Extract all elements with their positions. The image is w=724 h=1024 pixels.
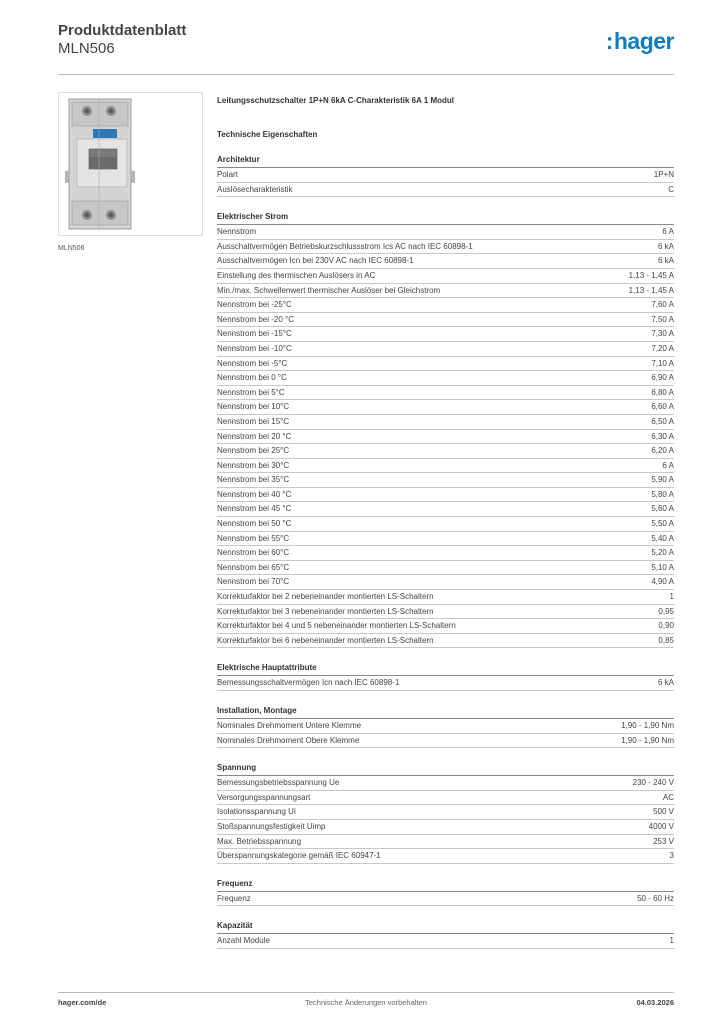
spec-value: 6 kA bbox=[657, 678, 674, 688]
section-title: Elektrischer Strom bbox=[217, 212, 674, 225]
spec-row bbox=[217, 517, 674, 532]
section-title: Elektrische Hauptattribute bbox=[217, 663, 674, 676]
product-code: MLN506 bbox=[58, 40, 115, 57]
spec-section bbox=[217, 155, 674, 197]
spec-row bbox=[217, 183, 674, 198]
spec-value: 0,90 bbox=[658, 621, 674, 631]
spec-label: Nennstrom bei -5°C bbox=[217, 358, 288, 368]
spec-value: 7,60 A bbox=[651, 300, 674, 310]
spec-row bbox=[217, 734, 674, 749]
spec-label: Versorgungsspannungsart bbox=[217, 792, 311, 802]
spec-value: 6,50 A bbox=[651, 416, 674, 426]
spec-value: 7,30 A bbox=[651, 329, 674, 339]
datasheet-content bbox=[217, 96, 674, 949]
spec-row bbox=[217, 269, 674, 284]
spec-value: 7,10 A bbox=[651, 358, 674, 368]
spec-row bbox=[217, 546, 674, 561]
spec-label: Nennstrom bei -10°C bbox=[217, 343, 292, 353]
section-title: Spannung bbox=[217, 763, 674, 776]
spec-value: 4,90 A bbox=[651, 577, 674, 587]
spec-row bbox=[217, 444, 674, 459]
spec-row bbox=[217, 225, 674, 240]
spec-label: Korrekturfaktor bei 2 nebeneinander montierten LS-Schaltern bbox=[217, 592, 434, 602]
spec-value: 1,90 - 1,90 Nm bbox=[621, 721, 674, 730]
spec-label: Nennstrom bei 35°C bbox=[217, 475, 290, 485]
spec-row bbox=[217, 386, 674, 401]
spec-row bbox=[217, 634, 674, 649]
spec-row bbox=[217, 284, 674, 299]
logo-dots-icon: : bbox=[605, 28, 613, 54]
spec-value: 5,60 A bbox=[651, 504, 674, 514]
spec-value: 6,80 A bbox=[651, 387, 674, 397]
spec-row bbox=[217, 575, 674, 590]
spec-label: Ausschaltvermögen Betriebskurzschlussstrom Ics AC nach IEC 60898-1 bbox=[217, 241, 473, 251]
spec-row bbox=[217, 254, 674, 269]
spec-value: 1,13 - 1,45 A bbox=[628, 285, 674, 295]
spec-label: Bemessungsschaltvermögen Icn nach IEC 60898-1 bbox=[217, 678, 400, 688]
spec-label: Korrekturfaktor bei 4 und 5 nebeneinander montierten LS-Schaltern bbox=[217, 621, 456, 631]
spec-section bbox=[217, 763, 674, 864]
spec-section bbox=[217, 212, 674, 648]
spec-value: 1,13 - 1,45 A bbox=[628, 270, 674, 280]
footer-website: hager.com/de bbox=[58, 998, 107, 1007]
spec-row bbox=[217, 892, 674, 907]
spec-row bbox=[217, 561, 674, 576]
spec-value: 6 A bbox=[662, 227, 674, 237]
spec-label: Nennstrom bei 25°C bbox=[217, 446, 290, 456]
spec-row bbox=[217, 502, 674, 517]
spec-row bbox=[217, 488, 674, 503]
spec-label: Bemessungsbetriebsspannung Ue bbox=[217, 778, 340, 788]
spec-label: Anzahl Module bbox=[217, 936, 270, 946]
spec-value: 50 - 60 Hz bbox=[637, 893, 674, 903]
spec-label: Nennstrom bei 0 °C bbox=[217, 373, 287, 383]
spec-row bbox=[217, 415, 674, 430]
spec-row bbox=[217, 805, 674, 820]
spec-value: 6 A bbox=[662, 460, 674, 470]
spec-label: Nominales Drehmoment Untere Klemme bbox=[217, 721, 362, 730]
product-image bbox=[58, 92, 203, 236]
spec-label: Nennstrom bei 15°C bbox=[217, 416, 290, 426]
spec-value: 1 bbox=[669, 592, 674, 602]
spec-label: Nennstrom bei 45 °C bbox=[217, 504, 292, 514]
spec-value: 6,30 A bbox=[651, 431, 674, 441]
spec-row bbox=[217, 719, 674, 734]
spec-section bbox=[217, 921, 674, 949]
spec-value: 7,20 A bbox=[651, 343, 674, 353]
spec-section bbox=[217, 706, 674, 748]
spec-row bbox=[217, 849, 674, 864]
section-title: Architektur bbox=[217, 155, 674, 168]
spec-value: 6 kA bbox=[657, 256, 674, 266]
spec-row bbox=[217, 590, 674, 605]
logo-text: hager bbox=[613, 28, 674, 54]
spec-value: 0,95 bbox=[658, 606, 674, 616]
spec-row bbox=[217, 400, 674, 415]
spec-label: Nennstrom bei 65°C bbox=[217, 562, 290, 572]
footer-date: 04.03.2026 bbox=[636, 998, 674, 1007]
spec-row bbox=[217, 605, 674, 620]
spec-value: 5,10 A bbox=[651, 562, 674, 572]
page-footer bbox=[58, 998, 674, 1010]
spec-label: Korrekturfaktor bei 6 nebeneinander montierten LS-Schaltern bbox=[217, 635, 434, 645]
spec-row bbox=[217, 371, 674, 386]
spec-label: Nennstrom bei 70°C bbox=[217, 577, 290, 587]
spec-label: Min./max. Schwellenwert thermischer Auslöser bei Gleichstrom bbox=[217, 285, 441, 295]
spec-value: 500 V bbox=[653, 807, 674, 817]
spec-value: C bbox=[668, 184, 674, 194]
spec-value: 5,80 A bbox=[651, 489, 674, 499]
spec-label: Nennstrom bei 30°C bbox=[217, 460, 290, 470]
spec-label: Auslösecharakteristik bbox=[217, 184, 293, 194]
spec-value: 1 bbox=[669, 936, 674, 946]
spec-label: Nennstrom bei 40 °C bbox=[217, 489, 292, 499]
spec-label: Nennstrom bei -25°C bbox=[217, 300, 292, 310]
spec-label: Isolationsspannung Ui bbox=[217, 807, 296, 817]
header-divider bbox=[58, 74, 674, 75]
spec-row bbox=[217, 619, 674, 634]
footer-divider bbox=[58, 992, 674, 993]
spec-label: Korrekturfaktor bei 3 nebeneinander montierten LS-Schaltern bbox=[217, 606, 434, 616]
spec-value: 1P+N bbox=[653, 170, 674, 179]
spec-section bbox=[217, 663, 674, 691]
page-title: Produktdatenblatt bbox=[58, 22, 187, 39]
spec-value: 1,90 - 1,90 Nm bbox=[621, 735, 674, 745]
footer-notice: Technische Änderungen vorbehalten bbox=[305, 998, 427, 1007]
spec-label: Max. Betriebsspannung bbox=[217, 836, 302, 846]
spec-row bbox=[217, 459, 674, 474]
spec-label: Überspannungskategorie gemäß IEC 60947-1 bbox=[217, 851, 381, 861]
spec-label: Nennstrom bei 50 °C bbox=[217, 519, 292, 529]
page-header bbox=[58, 22, 674, 68]
spec-label: Nennstrom bei -20 °C bbox=[217, 314, 295, 324]
spec-sections bbox=[217, 155, 674, 949]
spec-row bbox=[217, 820, 674, 835]
spec-label: Nominales Drehmoment Obere Klemme bbox=[217, 735, 360, 745]
section-title: Installation, Montage bbox=[217, 706, 674, 719]
spec-value: 6,60 A bbox=[651, 402, 674, 412]
spec-row bbox=[217, 934, 674, 949]
spec-label: Nennstrom bei 60°C bbox=[217, 548, 290, 558]
spec-value: 0,85 bbox=[658, 635, 674, 645]
spec-label: Einstellung des thermischen Auslösers in AC bbox=[217, 270, 376, 280]
hager-logo bbox=[606, 28, 674, 55]
technical-properties-heading: Technische Eigenschaften bbox=[217, 130, 318, 139]
spec-label: Frequenz bbox=[217, 893, 251, 903]
spec-section bbox=[217, 879, 674, 907]
circuit-breaker-icon bbox=[59, 93, 202, 235]
spec-value: 5,50 A bbox=[651, 519, 674, 529]
spec-row bbox=[217, 776, 674, 791]
spec-value: 6 kA bbox=[657, 241, 674, 251]
spec-row bbox=[217, 791, 674, 806]
spec-value: 4000 V bbox=[648, 821, 674, 831]
spec-label: Stoßspannungsfestigkeit Uimp bbox=[217, 821, 326, 831]
spec-label: Nennstrom bei 55°C bbox=[217, 533, 290, 543]
spec-value: 6,20 A bbox=[651, 446, 674, 456]
spec-value: 5,40 A bbox=[651, 533, 674, 543]
spec-row bbox=[217, 430, 674, 445]
spec-label: Nennstrom bei -15°C bbox=[217, 329, 292, 339]
spec-value: 5,20 A bbox=[651, 548, 674, 558]
image-caption: MLN506 bbox=[58, 245, 85, 252]
spec-value: 7,50 A bbox=[651, 314, 674, 324]
spec-row bbox=[217, 342, 674, 357]
spec-value: 3 bbox=[669, 851, 674, 861]
spec-value: 6,90 A bbox=[651, 373, 674, 383]
spec-label: Nennstrom bei 10°C bbox=[217, 402, 290, 412]
spec-row bbox=[217, 298, 674, 313]
spec-value: 253 V bbox=[653, 836, 674, 846]
spec-row bbox=[217, 532, 674, 547]
spec-row bbox=[217, 473, 674, 488]
spec-label: Ausschaltvermögen Icn bei 230V AC nach IEC 60898-1 bbox=[217, 256, 414, 266]
spec-row bbox=[217, 168, 674, 183]
spec-value: 5,90 A bbox=[651, 475, 674, 485]
spec-row bbox=[217, 676, 674, 691]
section-title: Frequenz bbox=[217, 879, 674, 892]
spec-row bbox=[217, 313, 674, 328]
spec-label: Polart bbox=[217, 170, 238, 179]
section-title: Kapazität bbox=[217, 921, 674, 934]
spec-row bbox=[217, 240, 674, 255]
spec-value: AC bbox=[662, 792, 674, 802]
spec-row bbox=[217, 357, 674, 372]
spec-label: Nennstrom bei 5°C bbox=[217, 387, 285, 397]
spec-row bbox=[217, 835, 674, 850]
spec-value: 230 - 240 V bbox=[632, 778, 674, 788]
spec-row bbox=[217, 327, 674, 342]
spec-label: Nennstrom bbox=[217, 227, 257, 237]
product-name: Leitungsschutzschalter 1P+N 6kA C-Charakteristik 6A 1 Modul bbox=[217, 96, 455, 105]
spec-label: Nennstrom bei 20 °C bbox=[217, 431, 292, 441]
